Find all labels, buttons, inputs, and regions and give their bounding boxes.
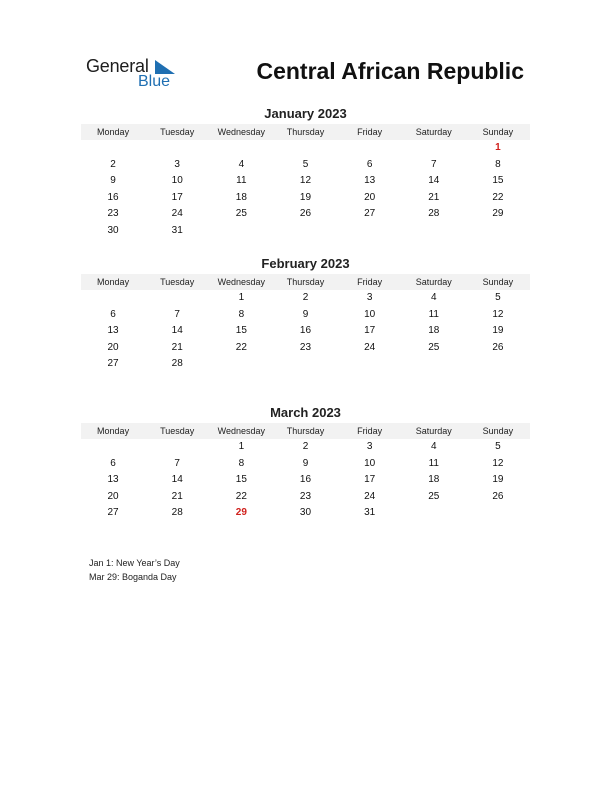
day-cell: 23 — [299, 341, 312, 353]
day-cell: 11 — [428, 308, 439, 320]
day-cell: 13 — [364, 175, 376, 187]
day-cell: 6 — [110, 457, 116, 469]
week-row — [81, 206, 530, 223]
day-cell: 26 — [492, 490, 504, 502]
logo-blue-text: Blue — [138, 73, 171, 90]
week-row — [81, 456, 530, 473]
day-cell: 9 — [302, 457, 309, 469]
day-cell — [338, 356, 402, 373]
day-cell: 30 — [299, 507, 312, 519]
weekday-label: Friday — [357, 426, 383, 436]
day-cell: 28 — [171, 507, 183, 519]
day-cell: 24 — [364, 490, 376, 502]
month-calendar — [81, 405, 530, 522]
day-cell: 1 — [238, 292, 245, 303]
day-cell: 9 — [302, 308, 309, 320]
weekday-label: Monday — [97, 127, 130, 137]
day-cell: 12 — [299, 175, 312, 187]
weekday-label: Saturday — [415, 127, 452, 137]
day-cell: 3 — [366, 441, 373, 452]
week-row — [81, 290, 530, 307]
weekday-label: Wednesday — [217, 426, 266, 436]
day-cell: 28 — [171, 358, 183, 370]
holiday-note: Jan 1: New Year’s Day — [89, 558, 180, 568]
week-row — [81, 472, 530, 489]
day-cell: 5 — [302, 158, 309, 170]
holiday-note: Mar 29: Boganda Day — [89, 572, 177, 582]
day-cell: 26 — [492, 341, 504, 353]
logo-general-text: General — [86, 56, 149, 76]
day-cell: 27 — [107, 358, 119, 370]
weekday-label: Friday — [357, 277, 383, 287]
day-cell — [466, 223, 530, 240]
weekday-label: Sunday — [482, 127, 514, 137]
day-cell: 19 — [492, 474, 504, 486]
day-cell: 12 — [492, 308, 504, 320]
day-cell: 29 — [492, 208, 504, 220]
day-cell: 17 — [364, 474, 376, 486]
day-cell: 27 — [364, 208, 376, 220]
day-cell: 16 — [299, 325, 312, 337]
day-cell: 15 — [235, 325, 247, 337]
weekday-label: Wednesday — [217, 277, 266, 287]
day-cell — [81, 439, 145, 456]
day-cell — [402, 223, 466, 240]
day-cell: 16 — [299, 474, 312, 486]
month-title: January 2023 — [264, 106, 347, 121]
day-cell: 19 — [299, 191, 312, 203]
day-cell: 2 — [302, 292, 309, 303]
day-cell: 20 — [364, 191, 376, 203]
day-cell: 7 — [174, 308, 180, 320]
week-row — [81, 223, 530, 240]
day-cell: 18 — [428, 474, 440, 486]
day-cell — [81, 140, 145, 157]
day-cell: 5 — [495, 441, 501, 452]
week-row — [81, 173, 530, 190]
holiday-notes — [89, 556, 180, 584]
day-cell: 8 — [238, 457, 245, 469]
day-cell — [145, 290, 209, 307]
week-row — [81, 505, 530, 522]
day-cell: 7 — [430, 158, 437, 170]
holiday-day-cell: 29 — [235, 507, 247, 519]
day-cell: 26 — [299, 208, 312, 220]
week-row — [81, 340, 530, 357]
month-calendar — [81, 106, 530, 240]
day-cell — [402, 505, 466, 522]
day-cell: 31 — [171, 224, 183, 236]
day-cell: 10 — [171, 175, 183, 187]
weekday-header-row — [81, 124, 530, 140]
day-cell: 20 — [107, 341, 119, 353]
day-cell: 5 — [495, 292, 501, 303]
day-cell — [145, 140, 209, 157]
day-cell: 21 — [171, 490, 183, 502]
country-title: Central African Republic — [256, 58, 524, 84]
day-cell — [145, 439, 209, 456]
day-cell: 21 — [171, 341, 183, 353]
day-cell: 7 — [174, 457, 180, 469]
day-cell — [273, 223, 337, 240]
day-cell: 11 — [428, 457, 439, 469]
week-row — [81, 356, 530, 373]
day-cell: 20 — [107, 490, 119, 502]
day-cell: 24 — [171, 208, 183, 220]
day-cell: 21 — [428, 191, 440, 203]
week-row — [81, 307, 530, 324]
day-cell: 10 — [364, 308, 376, 320]
month-title: March 2023 — [270, 405, 341, 420]
day-cell: 3 — [366, 292, 373, 303]
day-cell: 9 — [110, 175, 116, 187]
day-cell: 15 — [492, 175, 504, 187]
day-cell: 22 — [235, 490, 247, 502]
day-cell: 3 — [174, 158, 180, 170]
day-cell: 27 — [107, 507, 119, 519]
day-cell: 17 — [364, 325, 376, 337]
day-cell: 13 — [107, 325, 119, 337]
week-row — [81, 489, 530, 506]
week-row — [81, 140, 530, 157]
day-cell: 31 — [364, 507, 376, 519]
week-row — [81, 157, 530, 174]
day-cell — [402, 356, 466, 373]
weekday-header-row — [81, 423, 530, 439]
weekday-label: Friday — [357, 127, 383, 137]
day-cell: 13 — [107, 474, 119, 486]
day-cell: 25 — [428, 490, 440, 502]
day-cell: 25 — [428, 341, 440, 353]
day-cell: 14 — [171, 474, 183, 486]
day-cell: 8 — [238, 308, 245, 320]
weekday-label: Tuesday — [160, 277, 195, 287]
weekday-label: Monday — [97, 426, 130, 436]
day-cell — [466, 356, 530, 373]
day-cell — [338, 223, 402, 240]
day-cell: 25 — [235, 208, 247, 220]
day-cell: 4 — [430, 441, 437, 452]
weekday-label: Tuesday — [160, 127, 195, 137]
week-row — [81, 323, 530, 340]
day-cell: 14 — [428, 175, 440, 187]
generalblue-logo — [86, 56, 186, 92]
day-cell: 23 — [107, 208, 119, 220]
day-cell — [209, 356, 273, 373]
day-cell — [338, 140, 402, 157]
day-cell: 4 — [238, 158, 245, 170]
week-row — [81, 190, 530, 207]
weekday-label: Saturday — [415, 277, 452, 287]
weekday-label: Thursday — [286, 127, 325, 137]
weekday-header-row — [81, 274, 530, 290]
weekday-label: Sunday — [482, 426, 514, 436]
day-cell: 30 — [107, 224, 119, 236]
day-cell: 4 — [430, 292, 437, 303]
weekday-label: Thursday — [286, 426, 325, 436]
weekday-label: Saturday — [415, 426, 452, 436]
day-cell: 8 — [495, 158, 501, 170]
day-cell: 24 — [364, 341, 376, 353]
month-title: February 2023 — [261, 256, 350, 271]
day-cell: 16 — [107, 191, 119, 203]
weekday-label: Wednesday — [217, 127, 266, 137]
weekday-label: Monday — [97, 277, 130, 287]
day-cell: 10 — [364, 457, 376, 469]
day-cell: 1 — [238, 441, 245, 452]
day-cell — [81, 290, 145, 307]
day-cell — [273, 140, 337, 157]
day-cell: 28 — [428, 208, 440, 220]
day-cell — [402, 140, 466, 157]
holiday-day-cell: 1 — [495, 142, 501, 153]
logo-flag-icon — [155, 60, 175, 74]
weekday-label: Tuesday — [160, 426, 195, 436]
day-cell: 14 — [171, 325, 183, 337]
month-calendar — [81, 256, 530, 373]
weekday-label: Thursday — [286, 277, 325, 287]
day-cell: 2 — [110, 158, 116, 170]
day-cell — [209, 223, 273, 240]
day-cell — [273, 356, 337, 373]
day-cell: 19 — [492, 325, 504, 337]
day-cell: 2 — [302, 441, 309, 452]
day-cell: 23 — [299, 490, 312, 502]
weekday-label: Sunday — [482, 277, 514, 287]
day-cell: 15 — [235, 474, 247, 486]
day-cell: 22 — [235, 341, 247, 353]
day-cell: 11 — [236, 175, 247, 187]
day-cell: 18 — [235, 191, 247, 203]
day-cell: 22 — [492, 191, 504, 203]
day-cell: 6 — [366, 158, 373, 170]
day-cell: 6 — [110, 308, 116, 320]
day-cell — [209, 140, 273, 157]
day-cell: 18 — [428, 325, 440, 337]
day-cell — [466, 505, 530, 522]
day-cell: 12 — [492, 457, 504, 469]
week-row — [81, 439, 530, 456]
day-cell: 17 — [171, 191, 183, 203]
